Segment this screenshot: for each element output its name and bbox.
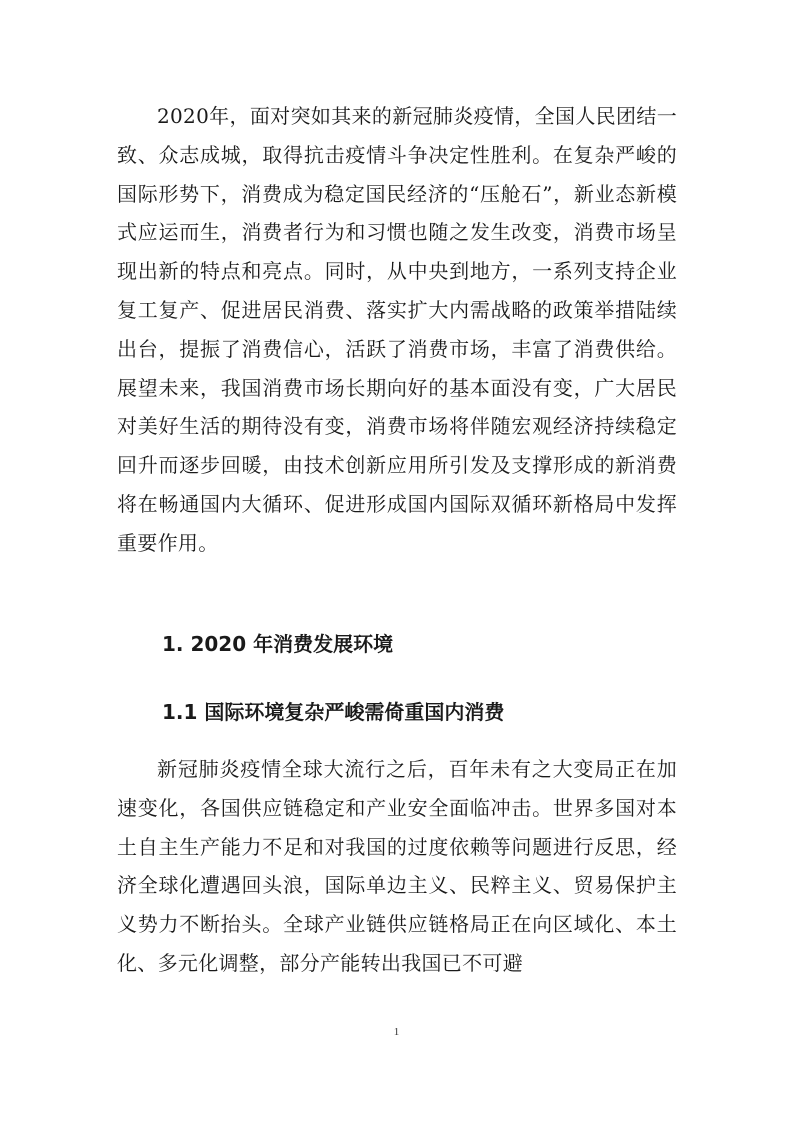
intro-paragraph: 2020年，面对突如其来的新冠肺炎疫情，全国人民团结一致、众志成城，取得抗击疫情斗争决定性胜利。在复杂严峻的国际形势下，消费成为稳定国民经济的“压舱石”，新业态新模式应运而生，消费者行为和习惯也随之发生改变，消费市场呈现出新的特点和亮点。同时，从中央到地方，一系列支持企业复工复产、促进居民消费、落实扩大内需战略的政策举措陆续出台，提振了消费信心，活跃了消费市场，丰富了消费供给。展望未来，我国消费市场长期向好的基本面没有变，广大居民对美好生活的期待没有变，消费市场将伴随宏观经济持续稳定回升而逐步回暖，由技术创新应用所引发及支撑形成的新消费将在畅通国内大循环、促进形成国内国际双循环新格局中发挥重要作用。 <box>117 104 677 555</box>
section-heading-1: 1. 2020 年消费发展环境 <box>162 632 394 656</box>
section-heading-1-1: 1.1 国际环境复杂严峻需倚重国内消费 <box>162 700 505 724</box>
section-1-1-paragraph: 新冠肺炎疫情全球大流行之后，百年未有之大变局正在加速变化，各国供应链稳定和产业安全面临冲击。世界多国对本土自主生产能力不足和对我国的过度依赖等问题进行反思，经济全球化遭遇回头浪，国际单边主义、民粹主义、贸易保护主义势力不断抬头。全球产业链供应链格局正在向区域化、本土化、多元化调整，部分产能转出我国已不可避 <box>117 757 677 975</box>
page-number: 1 <box>393 1026 400 1038</box>
